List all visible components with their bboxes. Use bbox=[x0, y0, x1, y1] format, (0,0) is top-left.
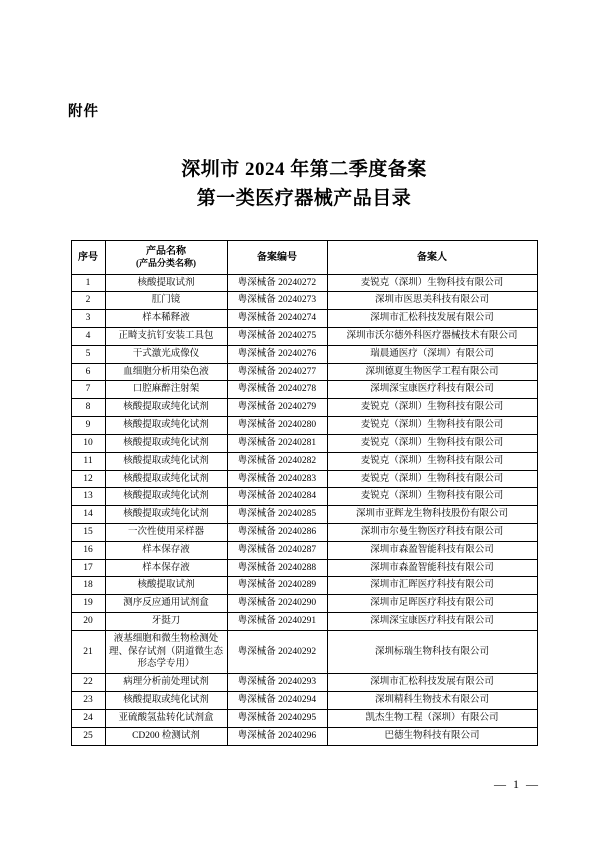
cell-record-code: 粤深械备 20240288 bbox=[227, 559, 327, 577]
cell-holder: 巴德生物科技有限公司 bbox=[327, 727, 537, 745]
page-title bbox=[68, 155, 540, 214]
table-row bbox=[71, 613, 537, 631]
cell-record-code: 粤深械备 20240283 bbox=[227, 470, 327, 488]
cell-holder: 深圳精科生物技术有限公司 bbox=[327, 692, 537, 710]
attachment-label: 附件 bbox=[68, 104, 99, 120]
cell-product-name: CD200 检测试剂 bbox=[105, 727, 227, 745]
cell-index: 14 bbox=[71, 506, 105, 524]
product-catalog-table bbox=[71, 240, 538, 746]
column-header-product-name bbox=[105, 240, 227, 274]
cell-record-code: 粤深械备 20240280 bbox=[227, 417, 327, 435]
cell-record-code: 粤深械备 20240278 bbox=[227, 381, 327, 399]
column-header-holder: 备案人 bbox=[327, 240, 537, 274]
cell-product-name: 样本稀释液 bbox=[105, 310, 227, 328]
cell-holder: 深圳市医思美科技有限公司 bbox=[327, 292, 537, 310]
cell-record-code: 粤深械备 20240285 bbox=[227, 506, 327, 524]
cell-index: 7 bbox=[71, 381, 105, 399]
cell-holder: 深圳市汇松科技发展有限公司 bbox=[327, 310, 537, 328]
cell-product-name: 病理分析前处理试剂 bbox=[105, 674, 227, 692]
cell-product-name: 核酸提取试剂 bbox=[105, 274, 227, 292]
page-title-line-1: 深圳市 2024 年第二季度备案 bbox=[181, 159, 427, 180]
table-row bbox=[71, 577, 537, 595]
table-row bbox=[71, 417, 537, 435]
table-row bbox=[71, 470, 537, 488]
table-row bbox=[71, 541, 537, 559]
cell-record-code: 粤深械备 20240273 bbox=[227, 292, 327, 310]
cell-record-code: 粤深械备 20240274 bbox=[227, 310, 327, 328]
column-header-record-code: 备案编号 bbox=[227, 240, 327, 274]
cell-product-name: 液基细胞和微生物检测处理、保存试剂（阴道微生态形态学专用） bbox=[105, 630, 227, 673]
cell-holder: 麦锐克（深圳）生物科技有限公司 bbox=[327, 452, 537, 470]
table-row bbox=[71, 595, 537, 613]
cell-index: 8 bbox=[71, 399, 105, 417]
cell-index: 3 bbox=[71, 310, 105, 328]
page-title-line-2: 第一类医疗器械产品目录 bbox=[196, 188, 412, 210]
cell-holder: 深圳市沃尔德外科医疗器械技术有限公司 bbox=[327, 328, 537, 346]
table-row bbox=[71, 452, 537, 470]
table-row bbox=[71, 434, 537, 452]
cell-product-name: 核酸提取试剂 bbox=[105, 577, 227, 595]
cell-product-name: 肛门镜 bbox=[105, 292, 227, 310]
cell-record-code: 粤深械备 20240296 bbox=[227, 727, 327, 745]
cell-holder: 麦锐克（深圳）生物科技有限公司 bbox=[327, 399, 537, 417]
cell-holder: 麦锐克（深圳）生物科技有限公司 bbox=[327, 470, 537, 488]
cell-record-code: 粤深械备 20240277 bbox=[227, 363, 327, 381]
cell-holder: 凯杰生物工程（深圳）有限公司 bbox=[327, 709, 537, 727]
cell-index: 4 bbox=[71, 328, 105, 346]
cell-product-name: 样本保存液 bbox=[105, 541, 227, 559]
cell-index: 2 bbox=[71, 292, 105, 310]
table-row bbox=[71, 559, 537, 577]
column-header-product-name-main: 产品名称 bbox=[146, 245, 186, 257]
cell-record-code: 粤深械备 20240290 bbox=[227, 595, 327, 613]
table-row bbox=[71, 523, 537, 541]
cell-index: 24 bbox=[71, 709, 105, 727]
table-row bbox=[71, 488, 537, 506]
cell-product-name: 牙挺刀 bbox=[105, 613, 227, 631]
column-header-product-name-sub: (产品分类名称) bbox=[136, 257, 196, 268]
cell-holder: 深圳市尔曼生物医疗科技有限公司 bbox=[327, 523, 537, 541]
table-row bbox=[71, 399, 537, 417]
table-row bbox=[71, 692, 537, 710]
cell-index: 21 bbox=[71, 630, 105, 673]
cell-holder: 麦锐克（深圳）生物科技有限公司 bbox=[327, 434, 537, 452]
cell-record-code: 粤深械备 20240276 bbox=[227, 345, 327, 363]
table-row bbox=[71, 727, 537, 745]
table-row bbox=[71, 381, 537, 399]
table-body bbox=[71, 274, 537, 745]
cell-holder: 深圳市森盈智能科技有限公司 bbox=[327, 541, 537, 559]
cell-record-code: 粤深械备 20240286 bbox=[227, 523, 327, 541]
table-row bbox=[71, 345, 537, 363]
column-header-index: 序号 bbox=[71, 240, 105, 274]
cell-holder: 麦锐克（深圳）生物科技有限公司 bbox=[327, 488, 537, 506]
table-row bbox=[71, 292, 537, 310]
table-row bbox=[71, 310, 537, 328]
cell-index: 18 bbox=[71, 577, 105, 595]
cell-product-name: 核酸提取或纯化试剂 bbox=[105, 417, 227, 435]
cell-index: 22 bbox=[71, 674, 105, 692]
cell-record-code: 粤深械备 20240287 bbox=[227, 541, 327, 559]
cell-product-name: 测序反应通用试剂盒 bbox=[105, 595, 227, 613]
cell-product-name: 干式激光成像仪 bbox=[105, 345, 227, 363]
cell-index: 1 bbox=[71, 274, 105, 292]
cell-product-name: 样本保存液 bbox=[105, 559, 227, 577]
cell-index: 5 bbox=[71, 345, 105, 363]
cell-index: 19 bbox=[71, 595, 105, 613]
cell-product-name: 核酸提取或纯化试剂 bbox=[105, 434, 227, 452]
cell-product-name: 核酸提取或纯化试剂 bbox=[105, 452, 227, 470]
page-number: — 1 — bbox=[494, 777, 540, 791]
cell-product-name: 一次性使用采样器 bbox=[105, 523, 227, 541]
cell-product-name: 口腔麻醉注射架 bbox=[105, 381, 227, 399]
cell-index: 10 bbox=[71, 434, 105, 452]
cell-holder: 瑞晨通医疗（深圳）有限公司 bbox=[327, 345, 537, 363]
cell-record-code: 粤深械备 20240293 bbox=[227, 674, 327, 692]
cell-record-code: 粤深械备 20240279 bbox=[227, 399, 327, 417]
cell-holder: 深圳市汇松科技发展有限公司 bbox=[327, 674, 537, 692]
cell-index: 6 bbox=[71, 363, 105, 381]
table-row bbox=[71, 674, 537, 692]
cell-product-name: 核酸提取或纯化试剂 bbox=[105, 692, 227, 710]
cell-index: 20 bbox=[71, 613, 105, 631]
cell-record-code: 粤深械备 20240295 bbox=[227, 709, 327, 727]
cell-record-code: 粤深械备 20240294 bbox=[227, 692, 327, 710]
cell-index: 17 bbox=[71, 559, 105, 577]
table-header-row bbox=[71, 240, 537, 274]
cell-index: 12 bbox=[71, 470, 105, 488]
cell-holder: 深圳市汇晖医疗科技有限公司 bbox=[327, 577, 537, 595]
cell-record-code: 粤深械备 20240282 bbox=[227, 452, 327, 470]
table-row bbox=[71, 363, 537, 381]
table-row bbox=[71, 630, 537, 673]
cell-holder: 麦锐克（深圳）生物科技有限公司 bbox=[327, 274, 537, 292]
cell-holder: 深圳深宝康医疗科技有限公司 bbox=[327, 381, 537, 399]
table-row bbox=[71, 506, 537, 524]
cell-record-code: 粤深械备 20240291 bbox=[227, 613, 327, 631]
cell-holder: 深圳市足晖医疗科技有限公司 bbox=[327, 595, 537, 613]
cell-index: 23 bbox=[71, 692, 105, 710]
cell-holder: 深圳市森盈智能科技有限公司 bbox=[327, 559, 537, 577]
cell-product-name: 正畸支抗钉安装工具包 bbox=[105, 328, 227, 346]
cell-record-code: 粤深械备 20240284 bbox=[227, 488, 327, 506]
cell-holder: 麦锐克（深圳）生物科技有限公司 bbox=[327, 417, 537, 435]
cell-record-code: 粤深械备 20240281 bbox=[227, 434, 327, 452]
cell-index: 25 bbox=[71, 727, 105, 745]
table-row bbox=[71, 328, 537, 346]
cell-index: 16 bbox=[71, 541, 105, 559]
cell-product-name: 核酸提取或纯化试剂 bbox=[105, 470, 227, 488]
cell-index: 15 bbox=[71, 523, 105, 541]
cell-product-name: 核酸提取或纯化试剂 bbox=[105, 488, 227, 506]
table-row bbox=[71, 709, 537, 727]
cell-product-name: 血细胞分析用染色液 bbox=[105, 363, 227, 381]
cell-product-name: 核酸提取或纯化试剂 bbox=[105, 399, 227, 417]
cell-holder: 深圳深宝康医疗科技有限公司 bbox=[327, 613, 537, 631]
cell-index: 13 bbox=[71, 488, 105, 506]
cell-holder: 深圳市亚辉龙生物科技股份有限公司 bbox=[327, 506, 537, 524]
cell-product-name: 亚硫酸氢盐转化试剂盒 bbox=[105, 709, 227, 727]
cell-record-code: 粤深械备 20240289 bbox=[227, 577, 327, 595]
cell-holder: 深圳德夏生物医学工程有限公司 bbox=[327, 363, 537, 381]
cell-product-name: 核酸提取或纯化试剂 bbox=[105, 506, 227, 524]
cell-record-code: 粤深械备 20240292 bbox=[227, 630, 327, 673]
cell-holder: 深圳标瑞生物科技有限公司 bbox=[327, 630, 537, 673]
cell-index: 11 bbox=[71, 452, 105, 470]
cell-record-code: 粤深械备 20240275 bbox=[227, 328, 327, 346]
cell-record-code: 粤深械备 20240272 bbox=[227, 274, 327, 292]
cell-index: 9 bbox=[71, 417, 105, 435]
table-row bbox=[71, 274, 537, 292]
